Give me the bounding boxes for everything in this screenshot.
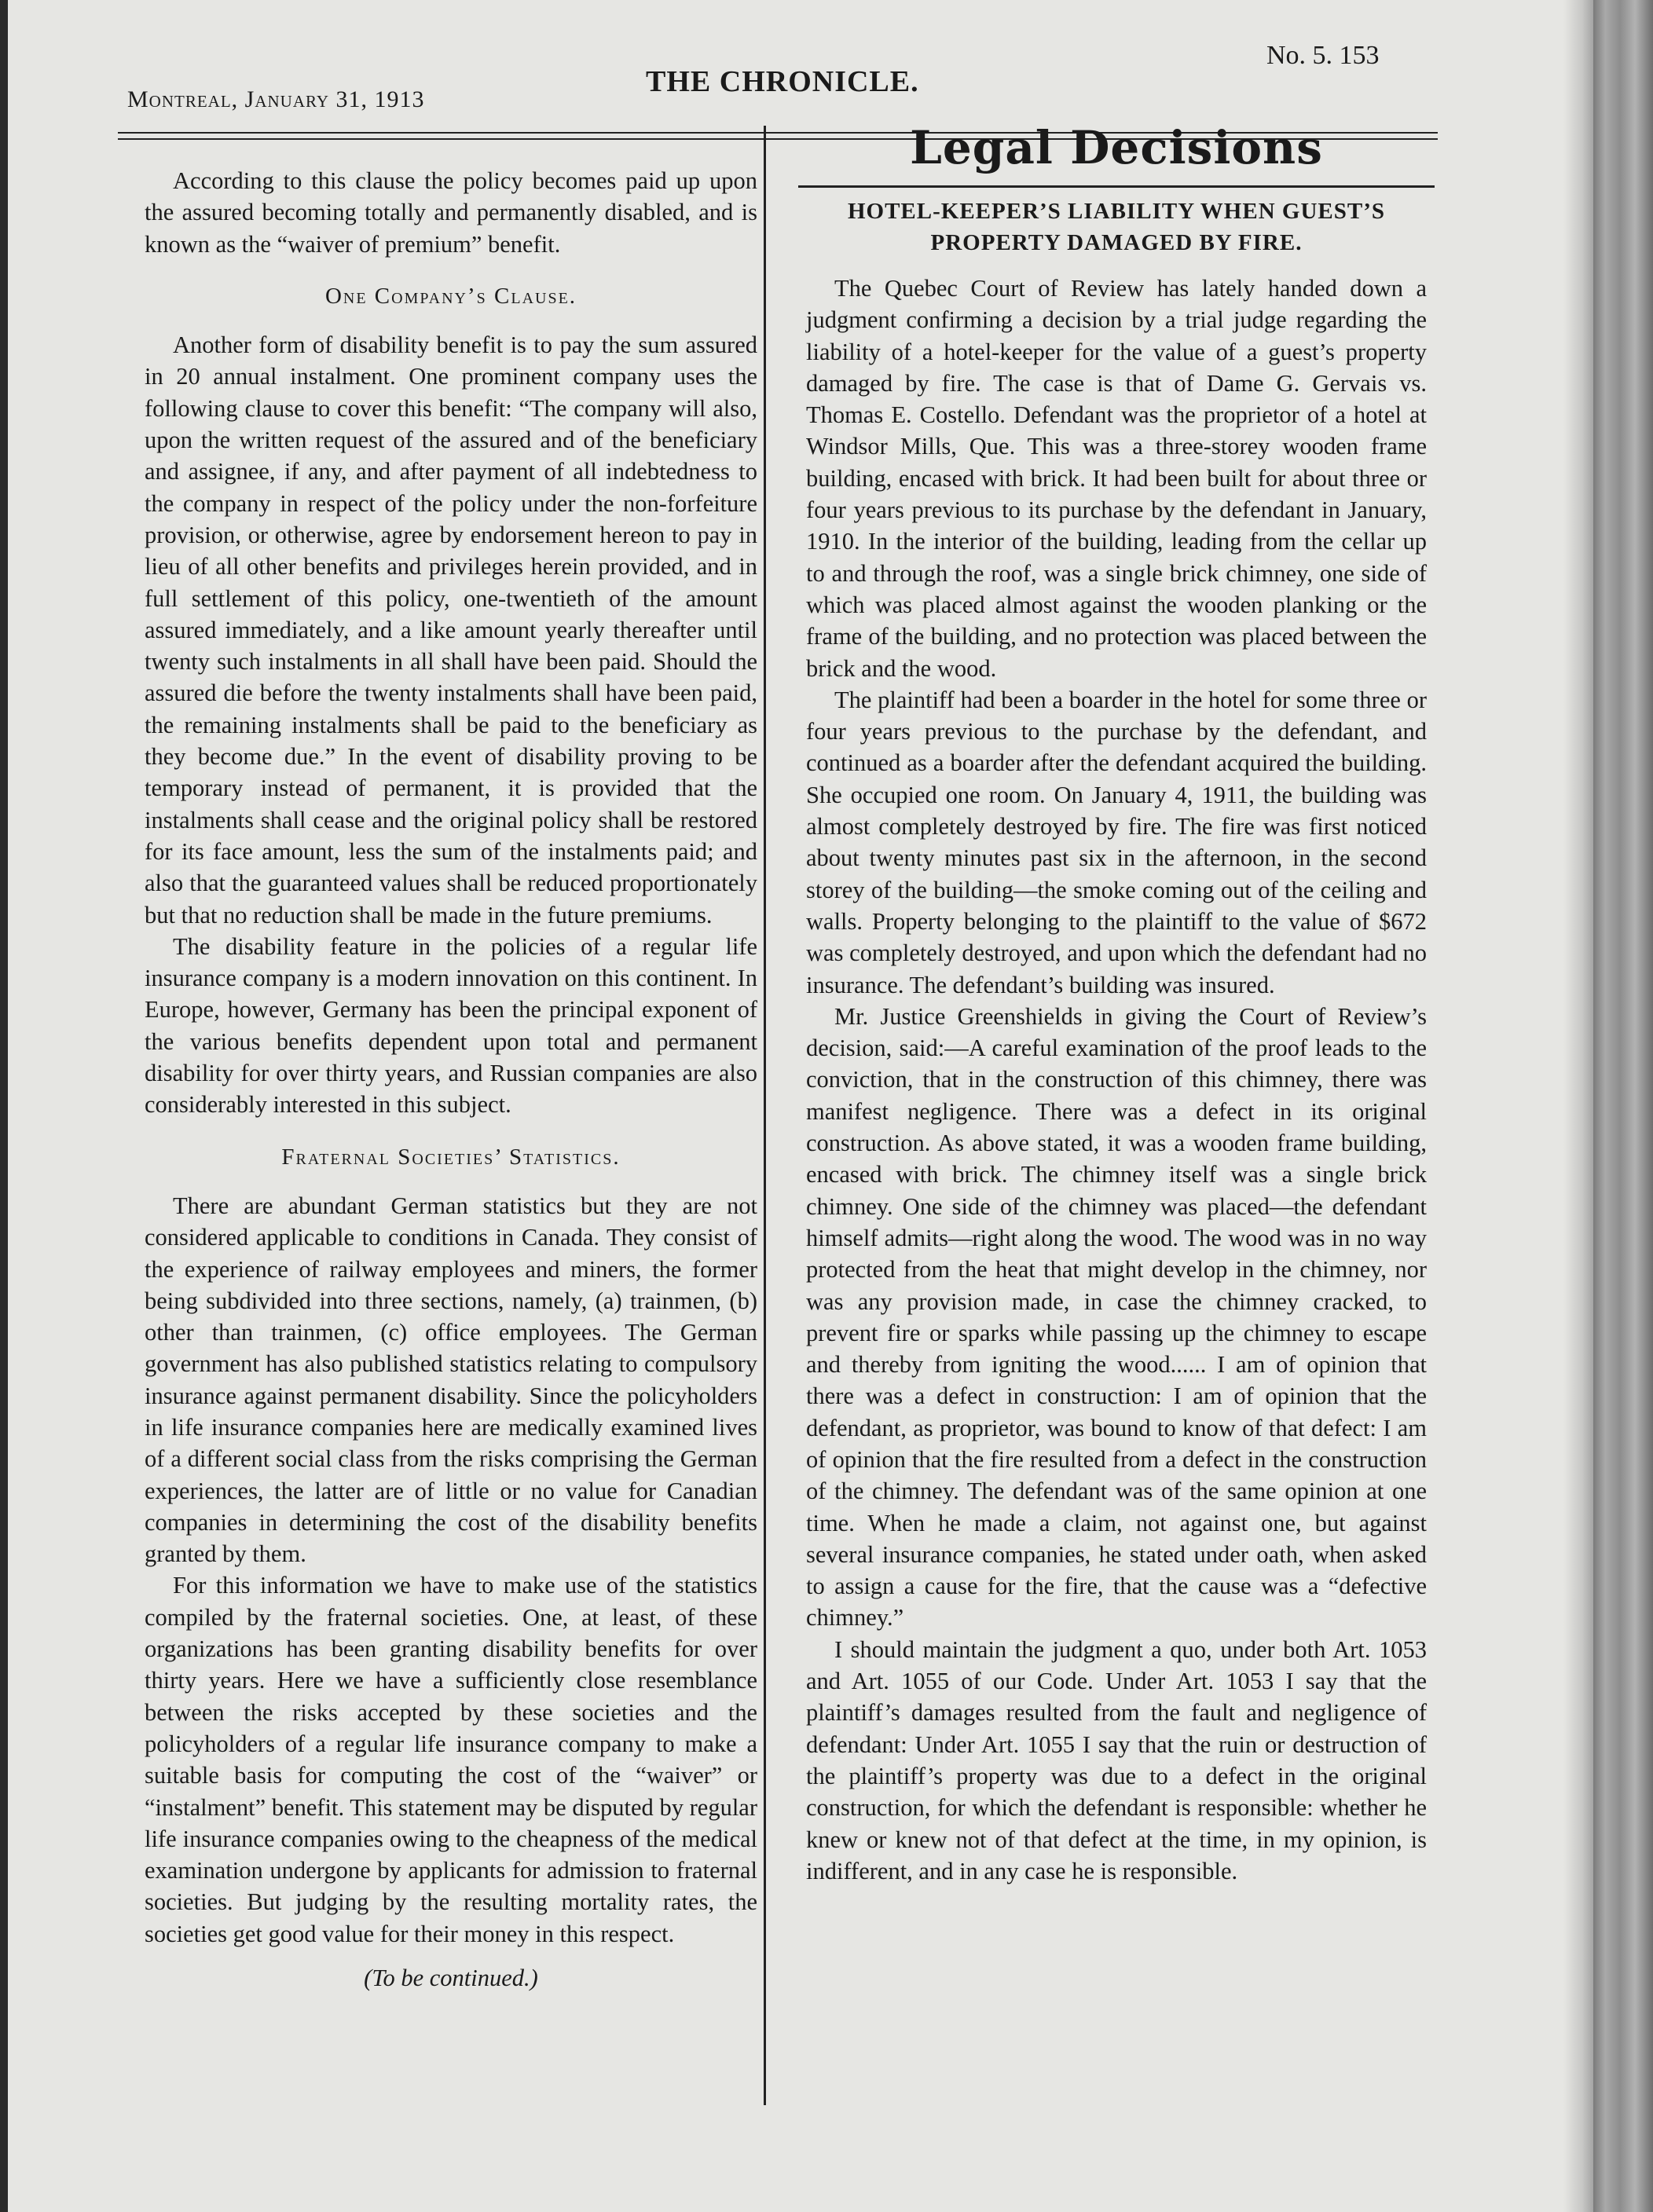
column-divider [764, 126, 766, 2105]
right-paragraph-3: Mr. Justice Greenshields in giving the Court of Review’s decision, said:—A careful examination of the proof leads to the conviction, that in the construction of this chimney, there was manifest negligence. There was a defect in its original construction. As above stated, it was a wooden frame building, encased with brick. The chimney itself was a single brick chimney. One side of the chimney was placed—the defendant himself admits—right along the wood. The wood was in no way protected from the heat that might develop in the chimney, nor was any provision made, in case the chimney cracked, to prevent fire or sparks while passing up the chimney to escape and thereby from igniting the wood...... I am of opinion that there was a defect in construction: I am of opinion that the defendant, as proprietor, was bound to know of that defect: I am of opinion that the fire resulted from a defect in the construction of the chimney. The defendant was of the same opinion at one time. When he made a claim, not against one, but against several insurance companies, he stated under oath, when asked to assign a cause for the fire, that the cause was a “defective chimney.” [806, 1002, 1427, 1632]
header-title: THE CHRONICLE. [646, 65, 919, 98]
right-paragraph-1: The Quebec Court of Review has lately handed down a judgment confirming a decision by a trial judge regarding the liability of a hotel-keeper for the value of a guest’s property damaged by fire. The case is that of Dame G. Gervais vs. Thomas E. Costello. Defendant was the proprietor of a hotel at Windsor Mills, Que. This was a three-storey wooden frame building, encased with brick. It had been built for about three or four years previous to its purchase by the defendant in January, 1910. In the interior of the building, leading from the cellar up to and through the roof, was a single brick chimney, one side of which was placed almost against the wooden planking or the frame of the building, and no protection was placed between the brick and the wood. [806, 275, 1427, 682]
page-spine-shadow [1563, 0, 1595, 2212]
header-issue-number: No. 5. 153 [1266, 41, 1380, 70]
legal-decisions-masthead: Legal Decisions [910, 121, 1323, 174]
book-binding [1593, 0, 1653, 2212]
subhead-fraternal: Fraternal Societies’ Statistics. [281, 1144, 621, 1170]
subhead-one-company: One Company’s Clause. [324, 283, 577, 309]
header-date: Montreal, January 31, 1913 [127, 86, 425, 112]
right-column [806, 119, 1427, 1887]
left-paragraph-4: There are abundant German statistics but they are not considered applicable to conditions in Canada. They consist of the experience of railway employees and miners, the former being subdivided into three sections, namely, (a) trainmen, (b) other than trainmen, (c) office employees. The German government has also published statistics relating to compulsory insurance against permanent disability. Since the policyholders in life insurance companies here are medically examined lives of a different social class from the risks comprising the German experiences, the latter are of little or no value for Canadian companies in determining the cost of the disability benefits granted by them. [145, 1192, 757, 1568]
left-paragraph-5: For this information we have to make use of the statistics compiled by the fraternal societies. One, at least, of these organizations has been granting disability benefits for over thirty years. Here we have a sufficiently close resemblance between the risks accepted by these societies and the policyholders of a regular life insurance company to make a suitable basis for computing the cost of the “waiver” or “instalment” benefit. This statement may be disputed by regular life insurance companies owing to the cheapness of the medical examination undergone by applicants for admission to fraternal societies. But judging by the resulting mortality rates, the societies get good value for their money in this respect. [145, 1572, 757, 1947]
to-be-continued: (To be continued.) [364, 1965, 538, 1992]
right-paragraph-2: The plaintiff had been a boarder in the hotel for some three or four years previous to the purchase by the defendant, and continued as a boarder after the defendant acquired the building. She occupied one room. On January 4, 1911, the building was almost completely destroyed by fire. The fire was first noticed about twenty minutes past six in the afternoon, in the second storey of the building—the smoke coming out of the ceiling and walls. Property belonging to the plaintiff to the value of $672 was completely destroyed, and upon which the defendant had no insurance. The defendant’s building was insured. [806, 686, 1427, 998]
right-paragraph-4: I should maintain the judgment a quo, under both Art. 1053 and Art. 1055 of our Code. Under Art. 1053 I say that the plaintiff’s damages resulted from the fault and negligence of defendant: Under Art. 1055 I say that the ruin or destruction of the plaintiff’s property was due to a defect in the original construction, for which the defendant is responsible: whether he knew or knew not of that defect at the time, in my opinion, is indifferent, and in any case he is responsible. [806, 1635, 1427, 1884]
masthead-rule [798, 185, 1435, 188]
article-headline: HOTEL-KEEPER’S LIABILITY WHEN GUEST’S PROPERTY DAMAGED BY FIRE. [847, 199, 1386, 255]
left-paragraph-3: The disability feature in the policies of a regular life insurance company is a modern innovation on this continent. In Europe, however, Germany has been the principal exponent of the various benefits dependent upon total and permanent disability for over thirty years, and Russian companies are also considerably interested in this subject. [145, 932, 757, 1119]
left-column [145, 165, 757, 1994]
left-paragraph-1: According to this clause the policy becomes paid up upon the assured becoming totally and permanently disabled, and is known as the “waiver of premium” benefit. [145, 167, 757, 258]
left-paragraph-2: Another form of disability benefit is to pay the sum assured in 20 annual instalment. One prominent company uses the following clause to cover this benefit: “The company will also, upon the written request of the assured and of the beneficiary and assignee, if any, and after payment of all indebtedness to the company in respect of the policy under the non-forfeiture provision, or otherwise, agree by endorsement hereon to pay in lieu of all other benefits and privileges herein provided, and in full settlement of this policy, one-twentieth of the amount assured immediately, and a like amount yearly thereafter until twenty such instalments in all shall have been paid. Should the assured die before the twenty instalments shall have been paid, the remaining instalments shall be paid to the beneficiary as they become due.” In the event of disability proving to be temporary instead of permanent, it is provided that the instalments shall cease and the original policy shall be restored for its face amount, less the sum of the instalments paid; and also that the guaranteed values shall be reduced proportionately but that no reduction shall be made in the future premiums. [145, 331, 757, 928]
